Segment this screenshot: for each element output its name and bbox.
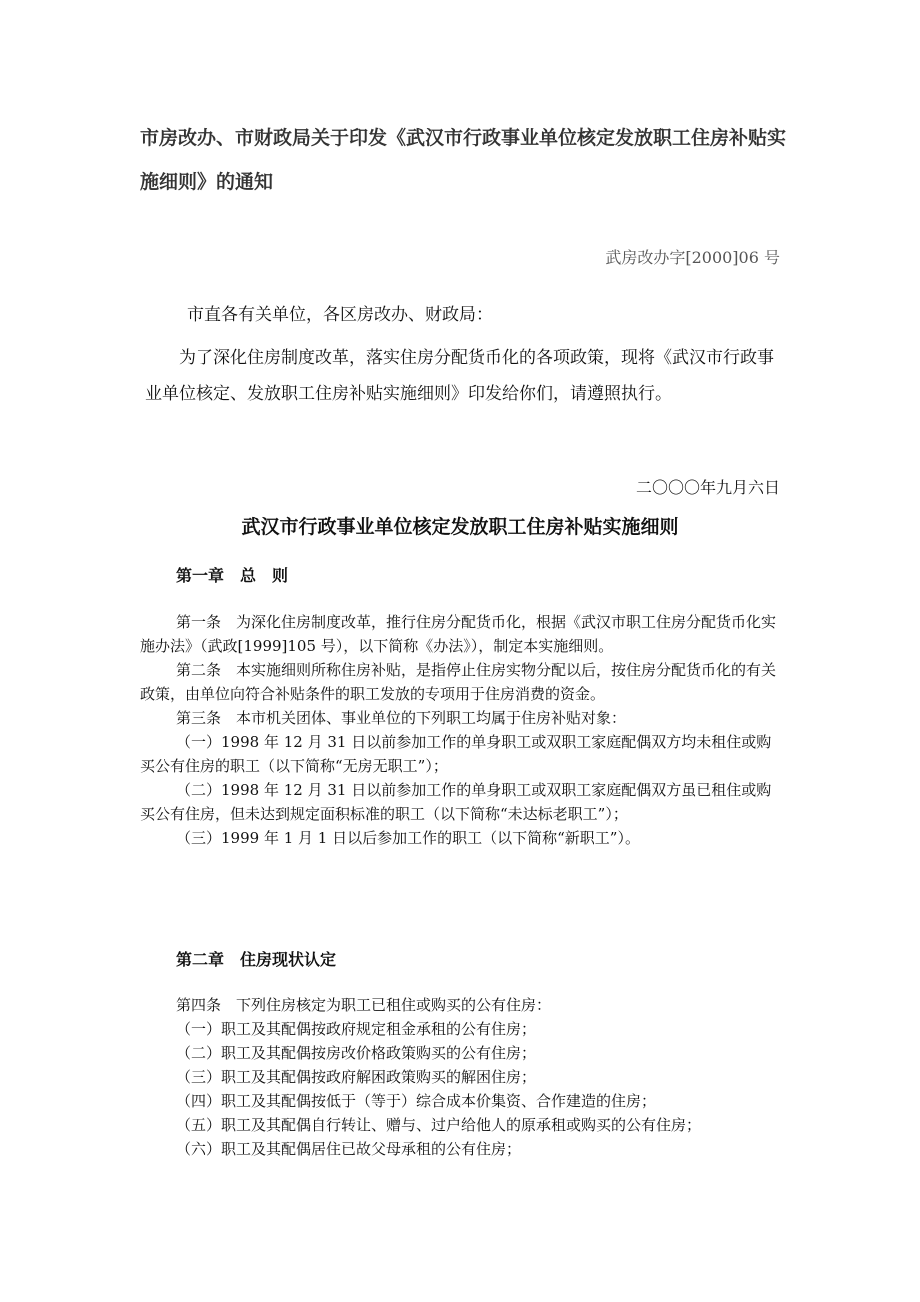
chapter-2-heading: 第二章 住房现状认定: [176, 950, 337, 969]
article-3-item-1: （一）1998 年 12 月 31 日以前参加工作的单身职工或双职工家庭配偶双方均未租住或购买公有住房的职工（以下简称“无房无职工”）；: [140, 733, 772, 775]
article-4-item-3: （三）职工及其配偶按政府解困政策购买的解困住房；: [176, 1068, 537, 1086]
article-3-item-2: （二）1998 年 12 月 31 日以前参加工作的单身职工或双职工家庭配偶双方虽已租住或购买公有住房，但未达到规定面积标准的职工（以下简称“未达标老职工”）；: [140, 781, 772, 823]
document-title: 市房改办、市财政局关于印发《武汉市行政事业单位核定发放职工住房补贴实施细则》的通知: [140, 127, 787, 193]
intro-paragraph: 为了深化住房制度改革，落实住房分配货币化的各项政策，现将《武汉市行政事业单位核定、发放职工住房补贴实施细则》印发给你们，请遵照执行。: [145, 348, 774, 404]
article-4: 第四条 下列住房核定为职工已租住或购买的公有住房：: [176, 996, 552, 1014]
document-number: 武房改办字[2000]06 号: [605, 248, 780, 267]
rules-title: 武汉市行政事业单位核定发放职工住房补贴实施细则: [241, 516, 679, 538]
chapter-2-body: [176, 993, 790, 1161]
article-4-item-1: （一）职工及其配偶按政府规定租金承租的公有住房；: [176, 1020, 537, 1038]
article-1: 第一条 为深化住房制度改革，推行住房分配货币化，根据《武汉市职工住房分配货币化实施办法》（武政[1999]105 号），以下简称《办法》），制定本实施细则。: [140, 613, 777, 655]
article-4-item-5: （五）职工及其配偶自行转让、赠与、过户给他人的原承租或购买的公有住房；: [176, 1116, 702, 1134]
article-3: 第三条 本市机关团体、事业单位的下列职工均属于住房补贴对象：: [176, 709, 627, 727]
article-4-item-4: （四）职工及其配偶按低于（等于）综合成本价集资、合作建造的住房；: [176, 1092, 657, 1110]
article-4-item-2: （二）职工及其配偶按房改价格政策购买的公有住房；: [176, 1044, 537, 1062]
salutation: 市直各有关单位，各区房改办、财政局：: [187, 305, 493, 325]
issue-date: 二〇〇〇年九月六日: [635, 478, 780, 497]
article-2: 第二条 本实施细则所称住房补贴，是指停止住房实物分配以后，按住房分配货币化的有关政策，由单位向符合补贴条件的职工发放的专项用于住房消费的资金。: [140, 661, 777, 703]
article-4-item-6: （六）职工及其配偶居住已故父母承租的公有住房；: [176, 1140, 522, 1158]
chapter-1-heading: 第一章 总 则: [176, 566, 289, 585]
chapter-1-body: [140, 610, 782, 850]
article-3-item-3: （三）1999 年 1 月 1 日以后参加工作的职工（以下简称“新职工”）。: [176, 829, 640, 847]
